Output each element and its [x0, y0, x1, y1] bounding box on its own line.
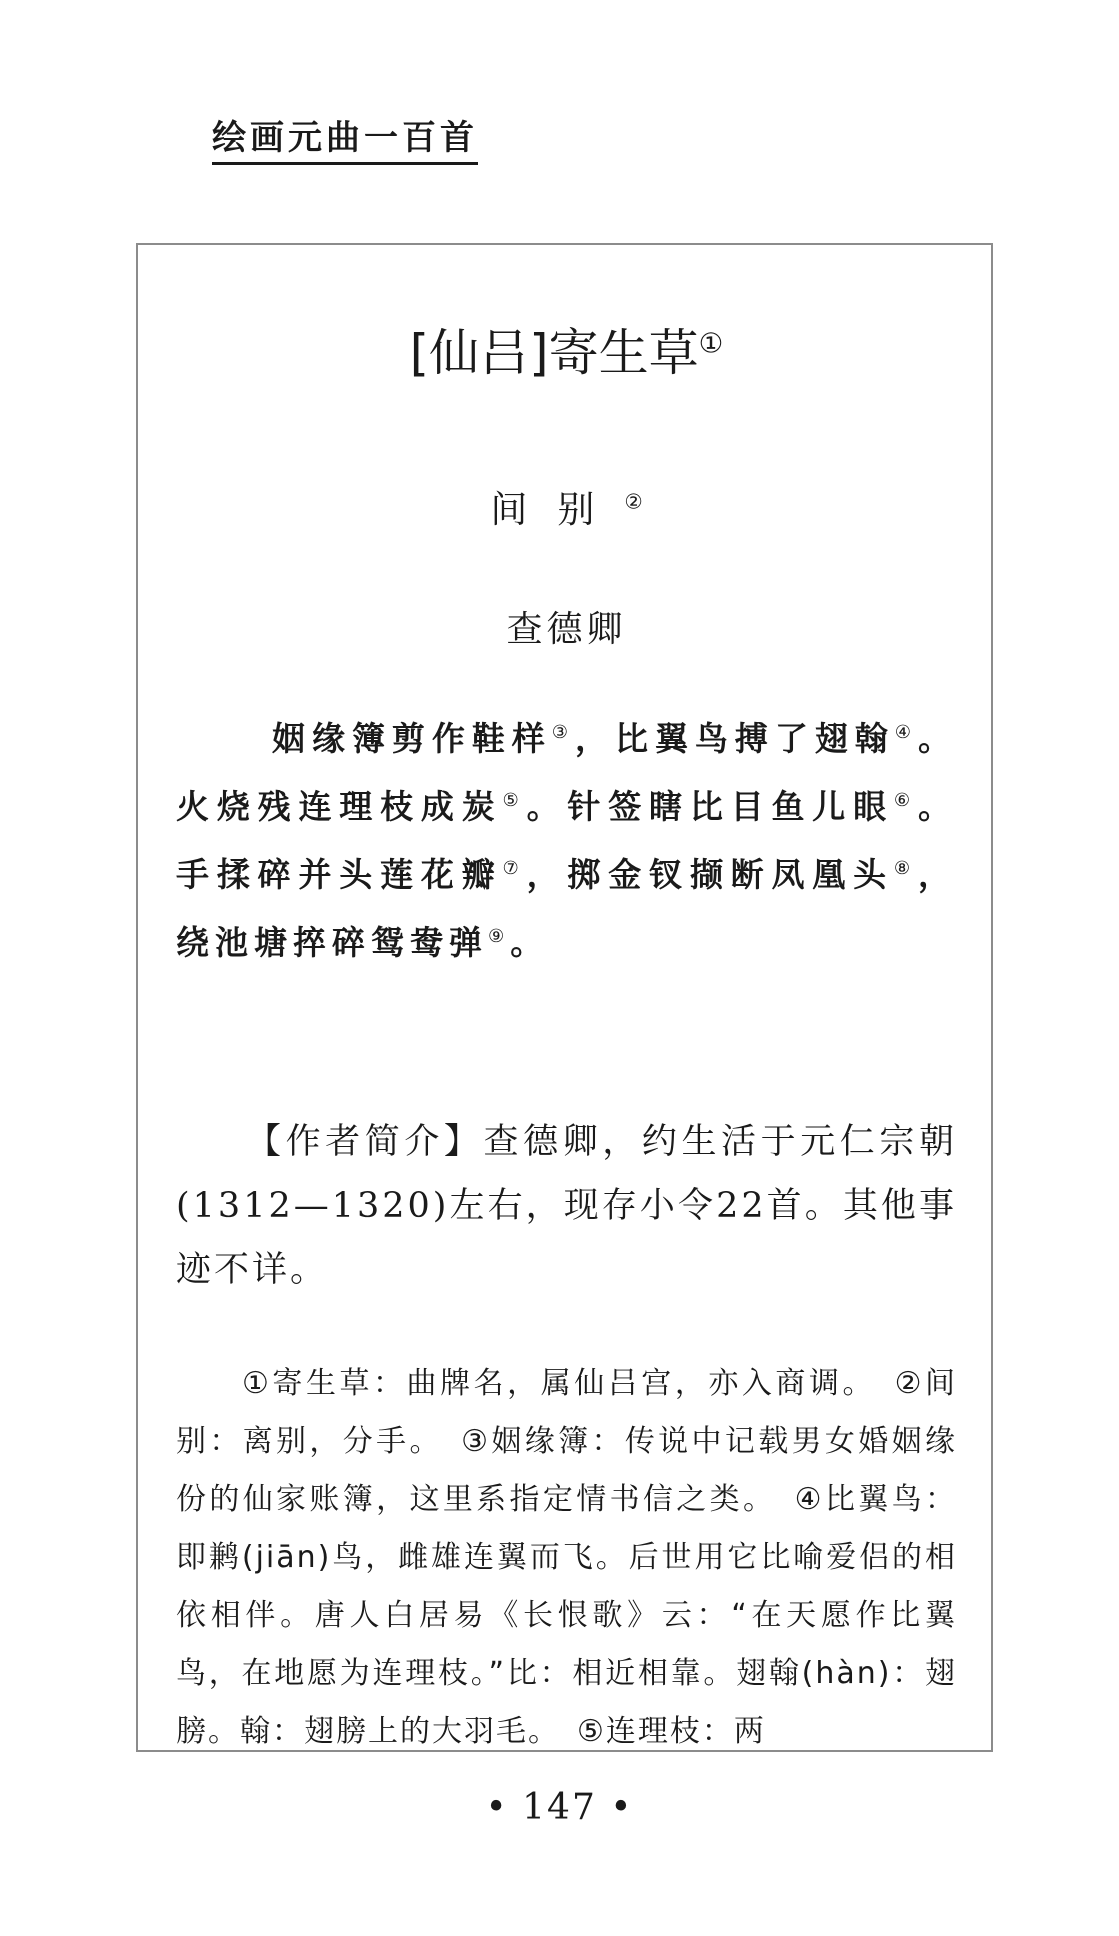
running-header-book-title: 绘画元曲一百首	[212, 118, 478, 165]
poem-subtitle	[176, 485, 957, 535]
poem-text: 。针签瞎比目鱼儿眼	[526, 787, 894, 826]
poem-text: 姻缘簿剪作鞋样	[272, 719, 552, 758]
content-frame	[136, 243, 993, 1752]
author-intro-paragraph	[176, 1110, 957, 1302]
poem-text: ，比翼鸟搏了翅翰	[575, 719, 895, 758]
poem-text: 。	[510, 923, 550, 962]
author-intro-text: 查德卿，约生活于元仁宗朝(1312—1320)左右，现存小令22首。其他事迹不详。	[176, 1122, 957, 1290]
footnote-marker: ②	[624, 489, 673, 514]
footnote-marker: ①	[698, 327, 724, 360]
footnotes	[176, 1355, 957, 1761]
page-number: • 147 •	[485, 1787, 634, 1828]
poem-body	[176, 705, 957, 977]
footnote-marker: ④	[894, 722, 918, 743]
poem-title-text: [仙吕]寄生草	[409, 324, 699, 382]
poem-text: ，绕池塘捽碎鸳鸯弹	[176, 855, 957, 962]
footnotes-paragraph: ①寄生草：曲牌名，属仙吕宫，亦入商调。 ②间别：离别，分手。 ③姻缘簿：传说中记载男女婚姻缘份的仙家账簿，这里系指定情书信之类。 ④比翼鸟：即鹣(jiān)鸟，雌雄连翼而飞。后世用它比喻爱侣的相依相伴。唐人白居易《长恨歌》云：“在天愿作比翼鸟，在地愿为连理枝。”比：相近相靠。翅翰(hàn)：翅膀。翰：翅膀上的大羽毛。 ⑤连理枝：两	[176, 1366, 957, 1749]
poem-subtitle-text: 间别	[490, 488, 625, 531]
poem-text: 。手揉碎并头莲花瓣	[176, 787, 957, 894]
author-intro	[176, 1110, 957, 1302]
poem-text: 。火烧残连理枝成炭	[176, 719, 957, 826]
footnote-marker: ⑥	[893, 790, 918, 811]
footnote-marker: ⑤	[502, 790, 527, 811]
author-intro-label: 【作者简介】	[246, 1122, 484, 1162]
poem-author: 查德卿	[506, 609, 627, 650]
poem-text: ，掷金钗撷断凤凰头	[526, 855, 894, 894]
poem-paragraph	[176, 705, 957, 977]
footnote-marker: ⑨	[488, 926, 511, 947]
footnote-marker: ⑧	[893, 858, 918, 879]
poem-title	[176, 323, 957, 383]
footnote-marker: ⑦	[502, 858, 527, 879]
footnote-marker: ③	[551, 722, 576, 743]
